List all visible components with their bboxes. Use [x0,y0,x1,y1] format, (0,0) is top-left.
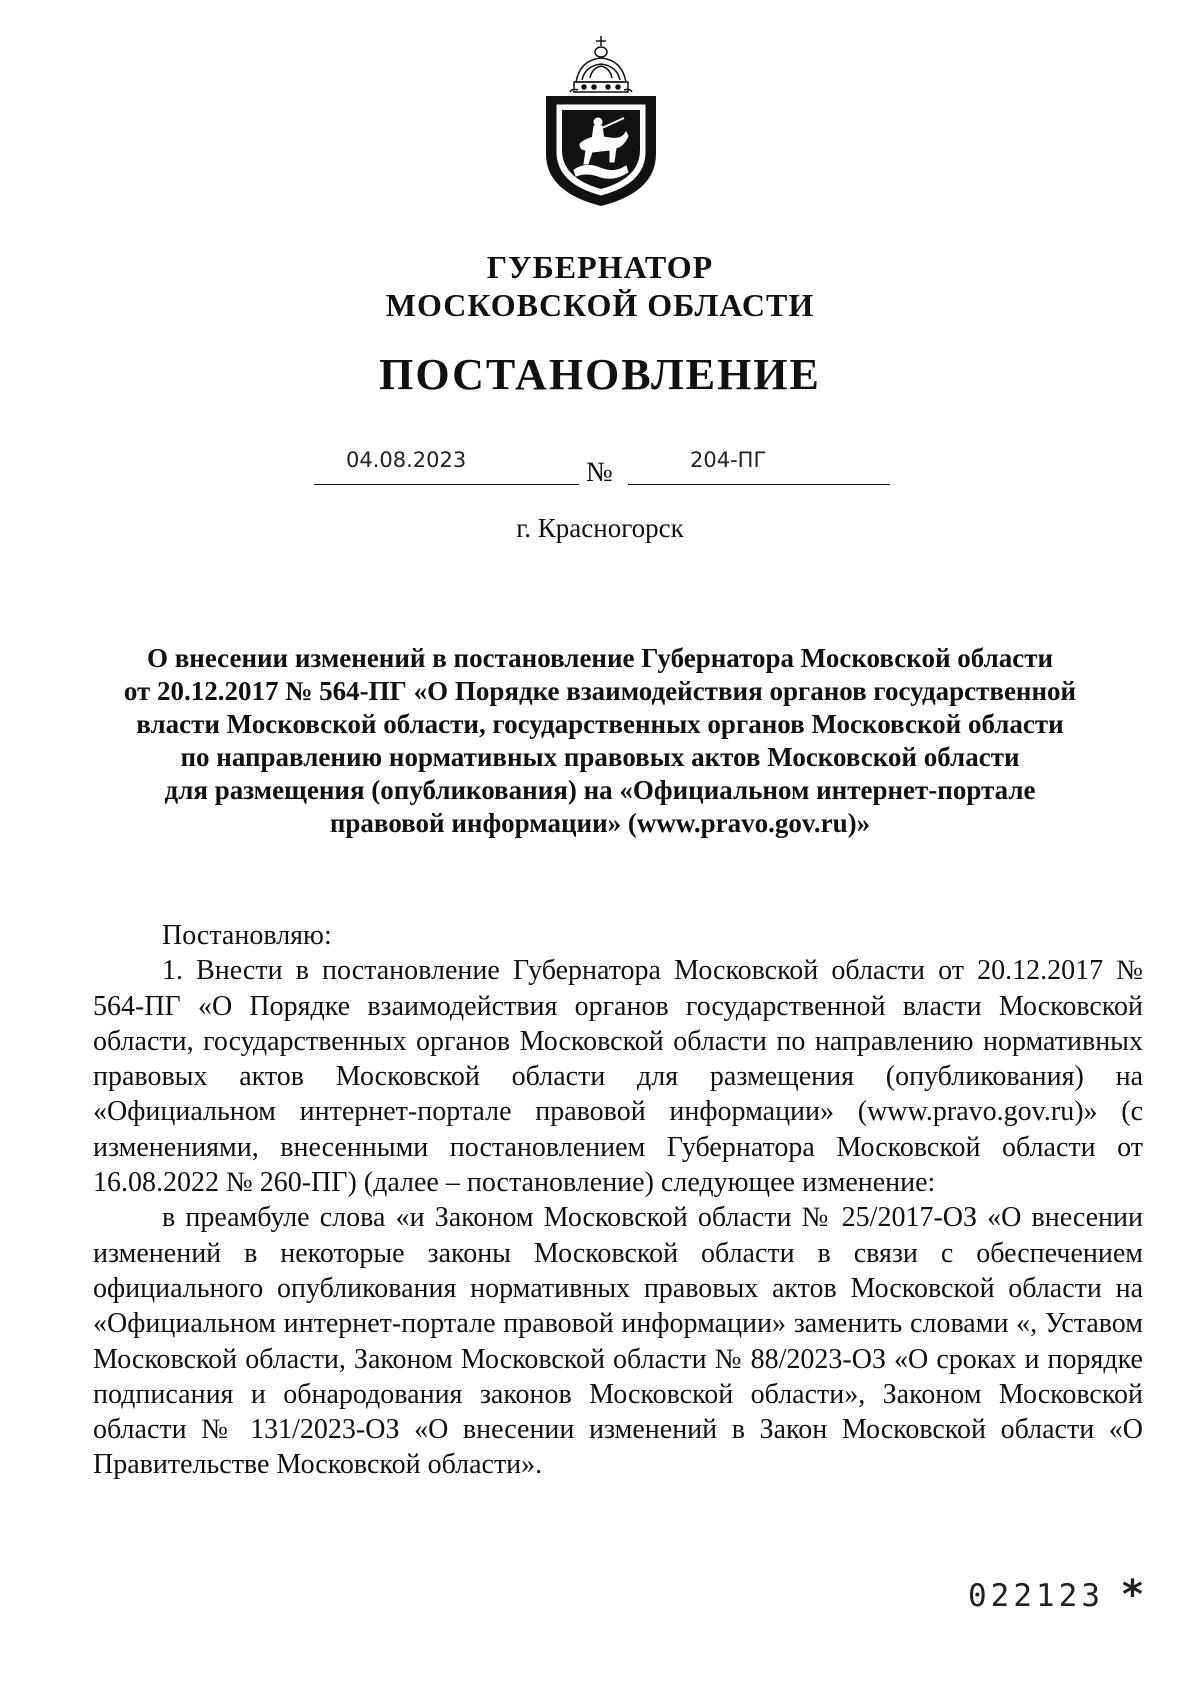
paragraph-2: в преамбуле слова «и Законом Московской области № 25/2017-ОЗ «О внесении изменений в некоторые законы Московской области в связи с обеспечением официального опубликования нормативных правовых актов Московской области на «Официальном интернет-портале правовой информации» заменить словами «, Уставом Московской области, Законом Московской области № 88/2023-ОЗ «О сроках и порядке подписания и обнародования законов Московской области», Законом Московской области № 131/2023-ОЗ «О внесении изменений в Закон Московской области «О Правительстве Московской области». [93,1202,1143,1481]
document-date: 04.08.2023 [346,448,467,472]
title-line: по направлению нормативных правовых актов Московской области [180,742,1020,772]
serial-mark: * [1122,1572,1143,1618]
city: г. Красногорск [516,513,684,543]
paragraph-1: 1. Внести в постановление Губернатора Московской области от 20.12.2017 № 564-ПГ «О Порядке взаимодействия органов государственной власти Московской области, государственных органов Московской области по направлению нормативных правовых актов Московской области для размещения (опубликования) на «Официальном интернет-портале правовой информации» (www.pravo.gov.ru)» (с изменениями, внесенными постановлением Губернатора Московской области от 16.08.2022 № 260-ПГ) (далее – постановление) следующее изменение: [93,955,1143,1199]
decree-greeting: Постановляю: [162,920,332,951]
number-sign: № [586,457,613,488]
title-line: для размещения (опубликования) на «Официальном интернет-портале [164,775,1036,805]
title-line: от 20.12.2017 № 564-ПГ «О Порядке взаимодействия органов государственной [123,676,1077,706]
title-line: власти Московской области, государственных органов Московской области [136,709,1064,739]
authority-name [0,248,1200,324]
authority-line-2: МОСКОВСКОЙ ОБЛАСТИ [385,287,815,323]
coat-of-arms-icon [540,34,662,209]
authority-line-1: ГУБЕРНАТОР [486,249,714,285]
document-title [0,642,1200,840]
title-line: правовой информации» (www.pravo.gov.ru)» [329,808,871,838]
document-number: 204-ПГ [690,448,767,472]
serial-number: 022123 [968,1578,1104,1614]
title-line: О внесении изменений в постановление Губернатора Московской области [146,643,1054,673]
document-body [93,918,1143,1483]
document-type: ПОСТАНОВЛЕНИЕ [379,350,821,399]
